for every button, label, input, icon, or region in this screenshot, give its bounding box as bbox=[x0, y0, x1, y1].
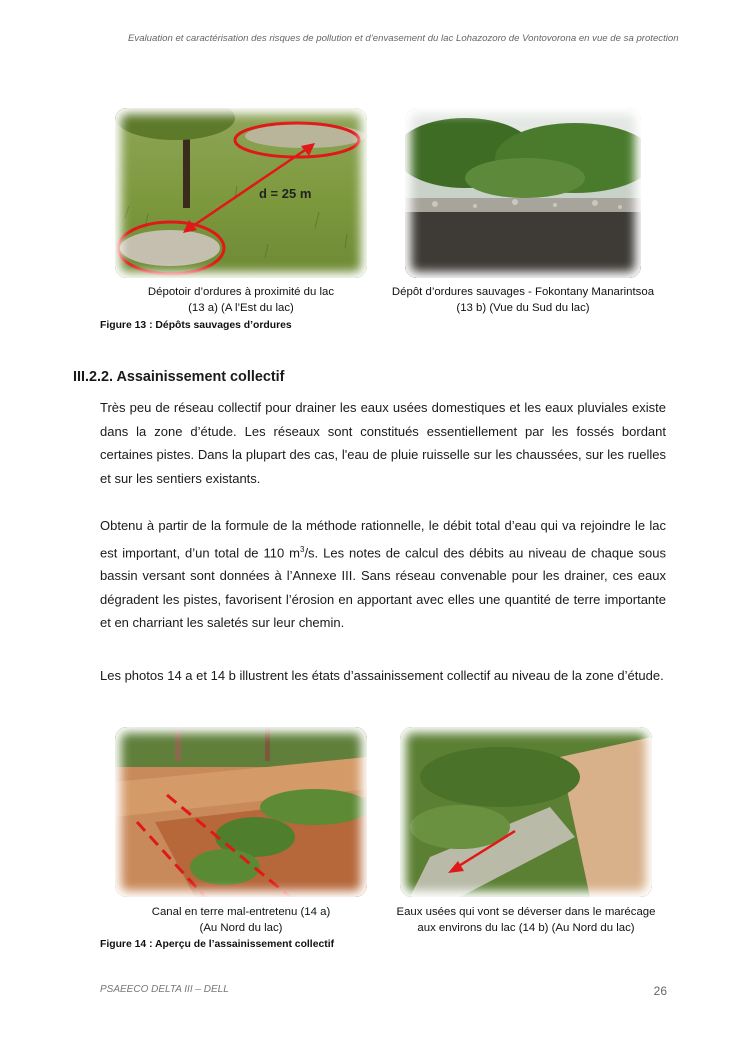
caption-14a-line2: (Au Nord du lac) bbox=[199, 922, 283, 934]
page-number: 26 bbox=[653, 984, 667, 998]
photo-14a-earth-canal bbox=[115, 727, 367, 897]
photo-13b-dump-site bbox=[405, 108, 641, 278]
caption-13a bbox=[115, 284, 367, 316]
caption-13a-line2: (13 a) (A l’Est du lac) bbox=[188, 302, 294, 314]
caption-13b bbox=[383, 284, 663, 316]
section-heading: III.2.2. Assainissement collectif bbox=[73, 369, 285, 385]
caption-13b-line1: Dépôt d’ordures sauvages - Fokontany Manarintsoa bbox=[391, 286, 655, 298]
distance-annotation: d = 25 m bbox=[259, 186, 312, 201]
caption-13a-line1: Dépotoir d’ordures à proximité du lac bbox=[147, 286, 335, 298]
paragraph-1: Très peu de réseau collectif pour drainer les eaux usées domestiques et les eaux pluviales existe dans la zone d’étude. Les réseaux sont constitués essentiellement par les fossés bordant certaines pistes. Dans la plupart des cas, l'eau de pluie ruisselle sur les chaussées, sur les ruelles et sur les sentiers existants. bbox=[100, 400, 666, 486]
photo-14b-wastewater bbox=[400, 727, 652, 897]
caption-14b-line2: aux environs du lac (14 b) (Au Nord du lac) bbox=[417, 922, 635, 934]
caption-14a bbox=[115, 904, 367, 936]
paragraph-3: Les photos 14 a et 14 b illustrent les états d’assainissement collectif au niveau de la zone d’étude. bbox=[100, 668, 664, 683]
running-header: Evaluation et caractérisation des risques de pollution et d’envasement du lac Lohazozoro de Vontovorona en vue de sa protection bbox=[128, 33, 679, 44]
paragraph-2 bbox=[100, 514, 666, 635]
paragraph-2-after: /s. Les notes de calcul des débits au niveau de chaque sous bassin versant sont données à l’Annexe III. Sans réseau convenable pour les drainer, ces eaux dégradent les pistes, favorisent l’érosion en apportant avec elles une quantité de terre importante et en charriant les saletés sur leur chemin. bbox=[100, 544, 666, 631]
figure-13-title: Figure 13 : Dépôts sauvages d’ordures bbox=[100, 320, 292, 331]
caption-14a-line1: Canal en terre mal-entretenu (14 a) bbox=[151, 906, 331, 918]
figure-14-title: Figure 14 : Aperçu de l’assainissement collectif bbox=[100, 939, 335, 950]
paragraph-2-before: Obtenu à partir de la formule de la méthode rationnelle, le débit total d’eau qui va rejoindre le lac est important, d’un total de 110 m bbox=[100, 518, 666, 560]
caption-14b-line1: Eaux usées qui vont se déverser dans le marécage bbox=[396, 906, 656, 918]
caption-14b bbox=[385, 904, 667, 936]
footer-left: PSAEECO DELTA III – DELL bbox=[100, 984, 229, 995]
paragraph-2-superscript: 3 bbox=[299, 544, 305, 554]
photo-13a-landfill bbox=[115, 108, 367, 278]
caption-13b-line2: (13 b) (Vue du Sud du lac) bbox=[456, 302, 590, 314]
